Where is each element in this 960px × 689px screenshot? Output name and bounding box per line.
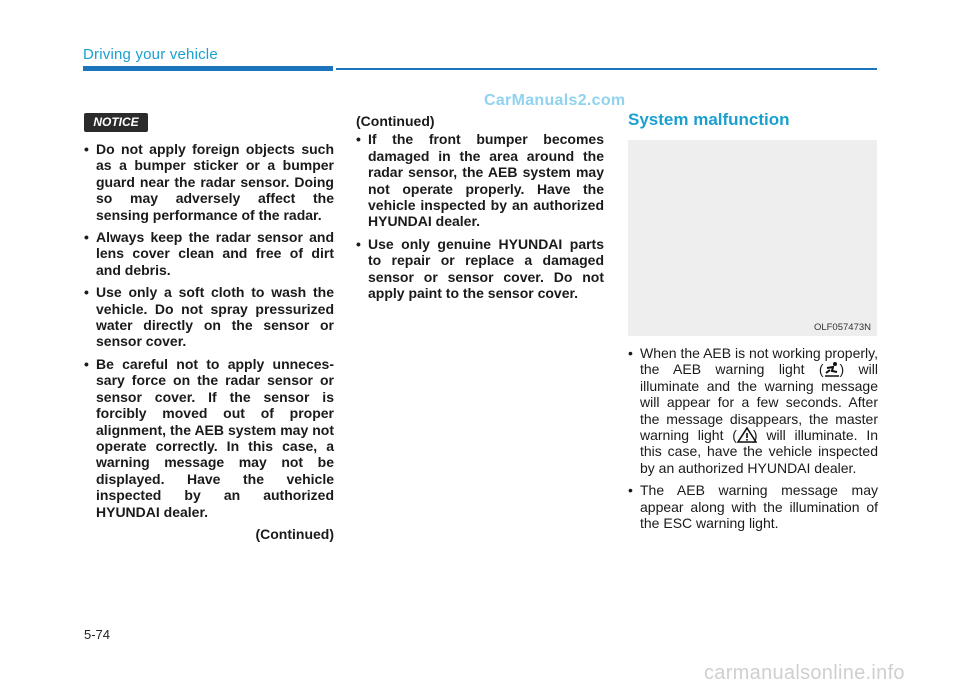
continued-heading: (Continued) (356, 113, 435, 129)
watermark-bottom: carmanualsonline.info (704, 662, 905, 684)
list-item: • The AEB warning message may appear along with the illumination of the ESC warning light. (628, 482, 878, 531)
text-segment: ) will illuminate and the warning message will appear for a few seconds. After the message disappears, the master warning light ( (640, 361, 878, 444)
text-segment: When the AEB is not working properly, the AEB warning light ( (640, 345, 878, 378)
malfunction-list (628, 345, 878, 531)
notice-list-1 (84, 141, 334, 520)
notice-column-1 (84, 141, 334, 542)
list-item: • If the front bumper becomes damaged in the area around the radar sensor, the AEB system may not operate properly. Have the vehicle inspected by an authorized HYUNDAI dealer. (356, 131, 604, 229)
list-item: • Use only a soft cloth to wash the vehicle. Do not spray pressurized water directly on the sensor or sensor cover. (84, 284, 334, 350)
notice-column-2 (356, 113, 604, 307)
watermark-top: CarManuals2.com (484, 92, 626, 109)
notice-list-2 (356, 131, 604, 301)
warning-light-figure (628, 140, 877, 336)
list-item: • Do not apply foreign objects such as a bumper sticker or a bumper guard near the radar sensor. Doing so may adversely affect the sensing performance of the radar. (84, 141, 334, 223)
text-segment: ) will illuminate. In this case, have the vehicle inspected by an authorized HYUNDAI dealer. (640, 427, 878, 476)
header-rule-thin (336, 68, 877, 70)
malfunction-column (628, 345, 878, 537)
aeb-collision-warning-icon (824, 361, 840, 377)
system-malfunction-title: System malfunction (628, 110, 790, 129)
list-item: • Be careful not to apply unnecessary force on the radar sensor or sensor cover. If the sensor is forcibly moved out of proper alignment, the AEB system may not operate correctly. In this case, a warning message may not be displayed. Have the vehicle inspected by an authorized HYUNDAI dealer. (84, 356, 334, 520)
list-item: • Use only genuine HYUNDAI parts to repair or replace a damaged sensor or sensor cover. Do not apply paint to the sensor cover. (356, 236, 604, 302)
section-title: Driving your vehicle (83, 46, 218, 63)
figure-label: OLF057473N (813, 322, 871, 333)
continued-label: (Continued) (255, 525, 334, 542)
header-rule-thick (83, 66, 333, 71)
warning-triangle-icon (737, 427, 753, 443)
list-item (628, 345, 878, 476)
page-number: 5-74 (84, 627, 111, 642)
notice-badge: NOTICE (84, 113, 148, 132)
list-item: • Always keep the radar sensor and lens cover clean and free of dirt and debris. (84, 229, 334, 278)
